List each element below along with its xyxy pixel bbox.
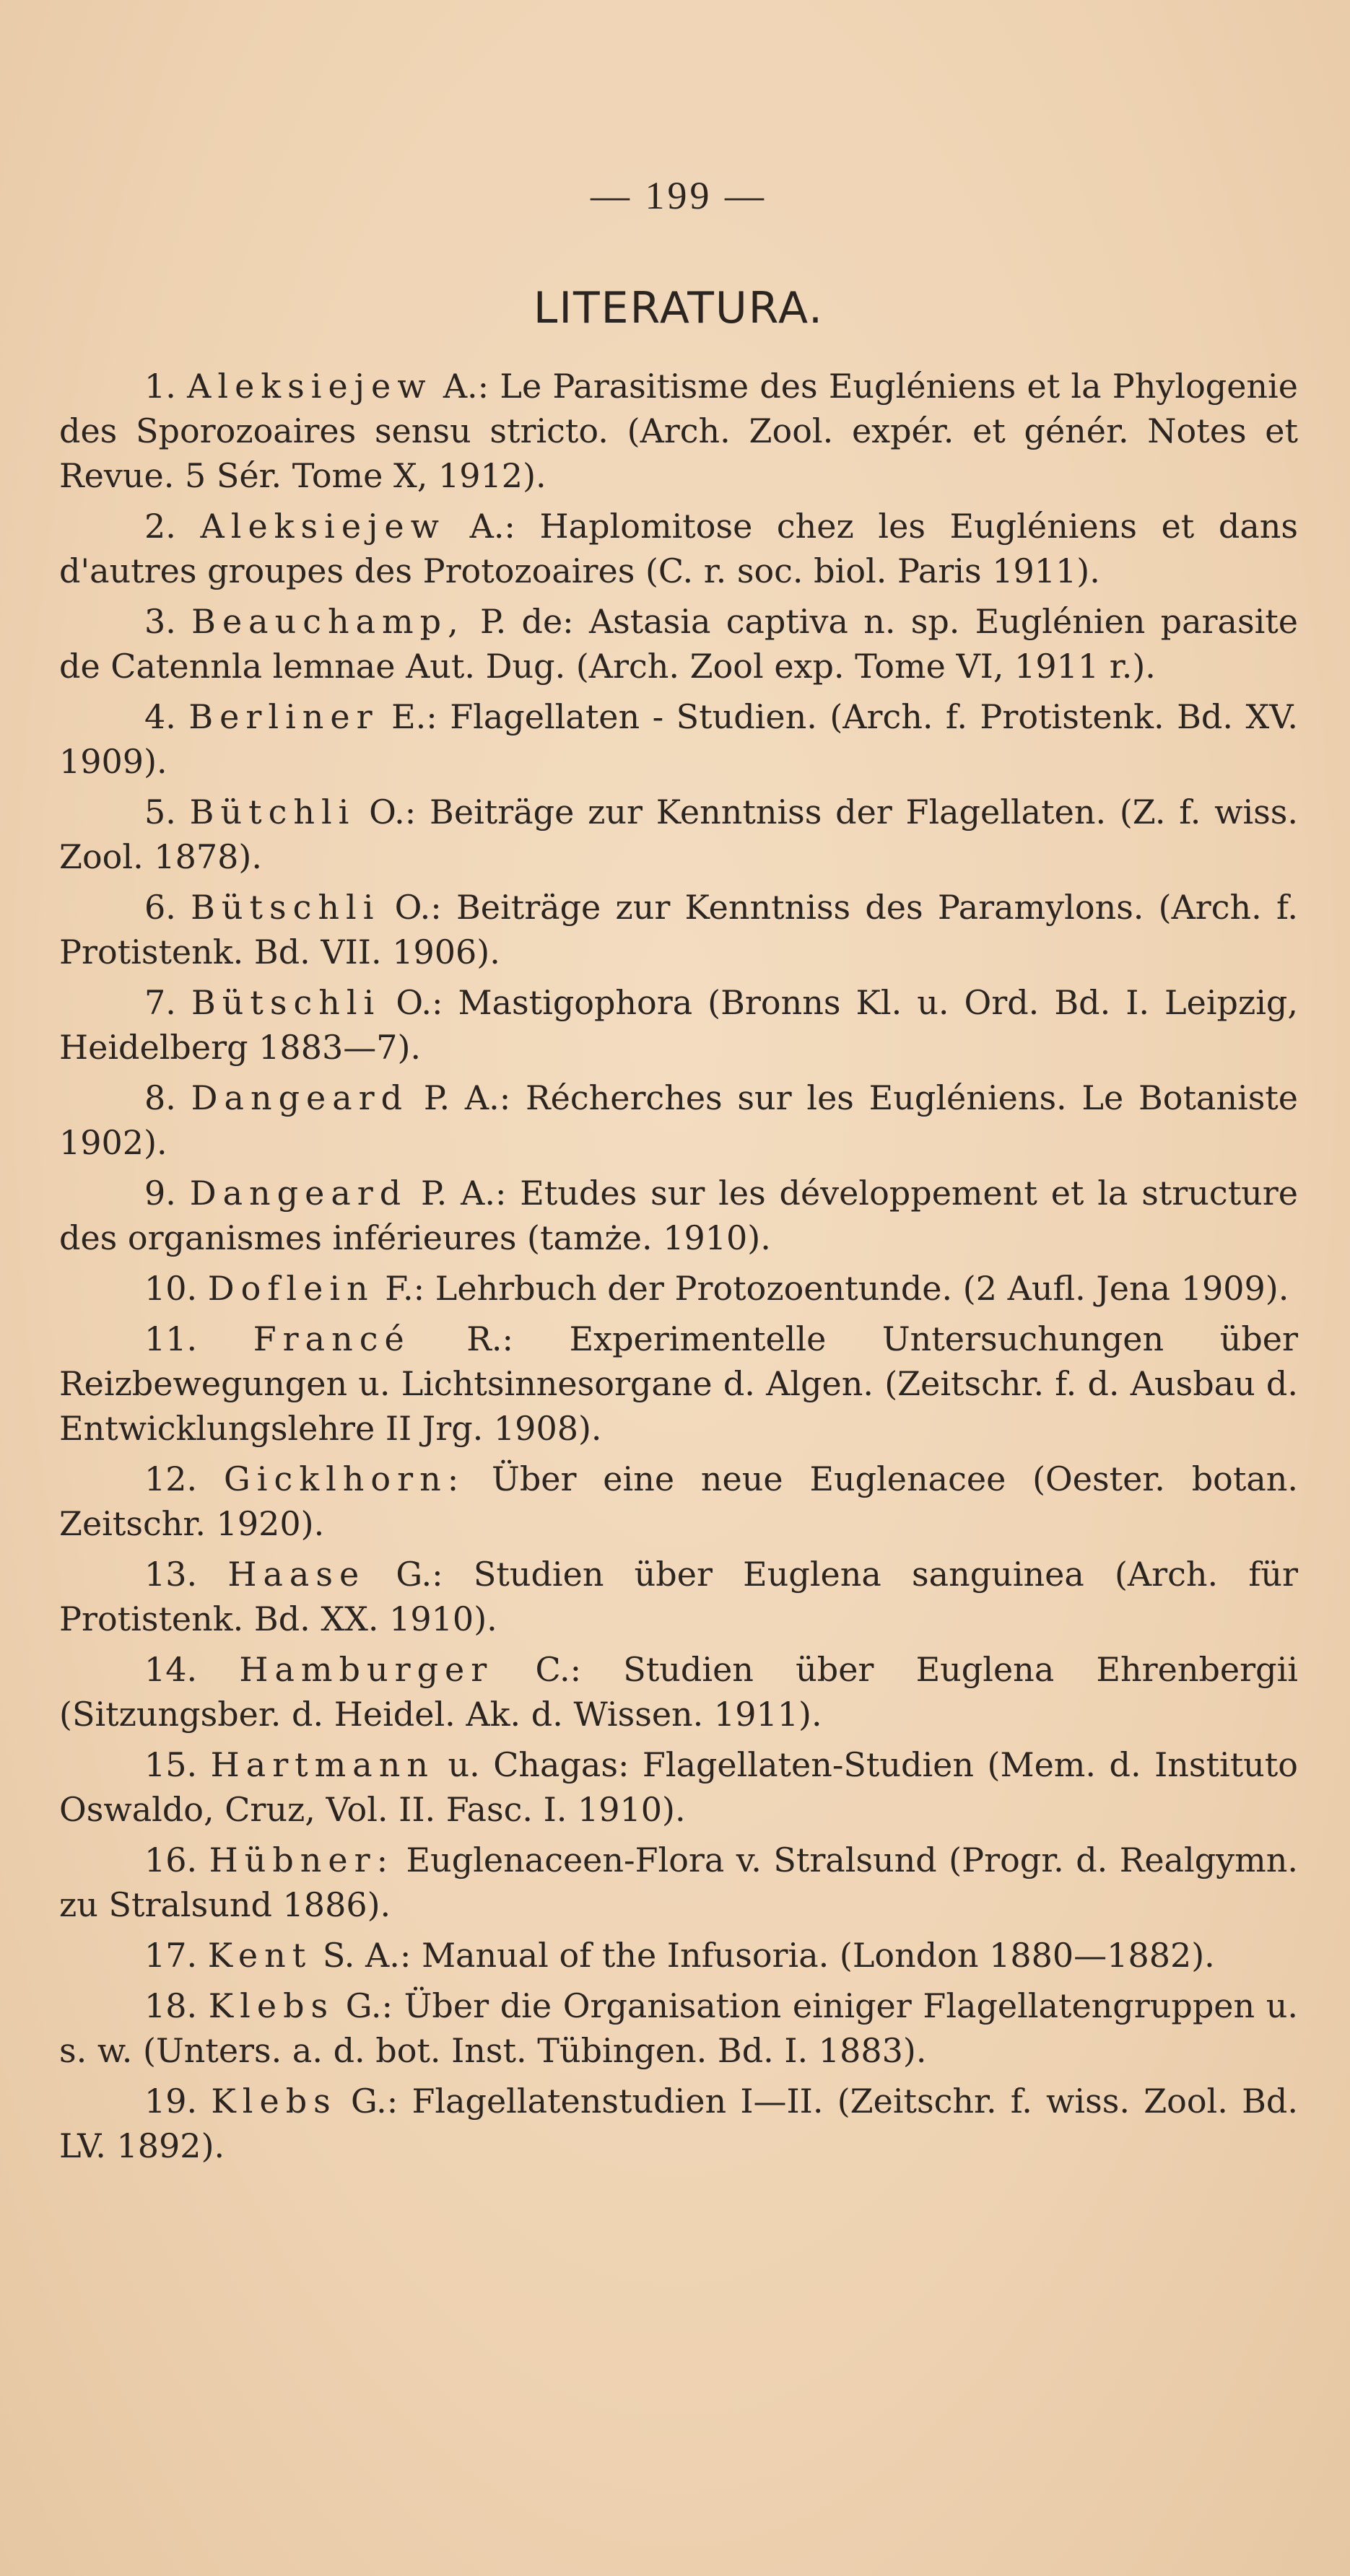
reference-entry (59, 1266, 1298, 1311)
reference-citation: G.: Über die Organisation einiger Flagellatengruppen u. s. w. (Unters. a. d. bot. Inst. Tübingen. Bd. I. 1883). (59, 1986, 1298, 2070)
reference-author: Hamburger (239, 1650, 494, 1689)
reference-author: Klebs (211, 2082, 337, 2121)
reference-entry (59, 1457, 1298, 1546)
reference-author: Aleksiejew (187, 367, 432, 406)
reference-number: 17. (144, 1936, 198, 1975)
reference-entry (59, 2079, 1298, 2168)
reference-author: Haase (227, 1555, 366, 1594)
reference-list (59, 364, 1298, 2174)
reference-number: 2. (144, 507, 176, 546)
reference-author: Klebs (208, 1986, 335, 2025)
reference-entry (59, 1838, 1298, 1927)
reference-entry (59, 364, 1298, 498)
reference-number: 11. (144, 1319, 198, 1358)
reference-entry (59, 1647, 1298, 1737)
reference-author: Berliner (188, 697, 379, 736)
reference-citation: Über eine neue Euglenacee (Oester. botan. Zeitschr. 1920). (59, 1459, 1298, 1543)
page-title: LITERATURA. (533, 283, 824, 333)
reference-entry (59, 1983, 1298, 2073)
reference-number: 5. (144, 793, 176, 831)
reference-number: 14. (144, 1650, 198, 1689)
reference-citation: A.: Haplomitose chez les Eugléniens et dans d'autres groupes des Protozoaires (C. r. soc. biol. Paris 1911). (59, 507, 1299, 590)
reference-citation: Euglenaceen-Flora v. Stralsund (Progr. d. Realgymn. zu Stralsund 1886). (59, 1841, 1298, 1924)
reference-author: Bütchli (189, 793, 356, 831)
reference-entry (59, 504, 1298, 593)
reference-citation: F.: Lehrbuch der Protozoentunde. (2 Aufl. Jena 1909). (374, 1269, 1289, 1308)
reference-entry (59, 980, 1298, 1070)
reference-citation: P. A.: Etudes sur les développement et la structure des organismes inférieures (tamże. 1910). (59, 1174, 1298, 1257)
reference-author: Kent (207, 1936, 313, 1975)
reference-number: 13. (144, 1555, 198, 1594)
reference-number: 4. (144, 697, 176, 736)
reference-author: Gicklhorn: (223, 1459, 466, 1498)
reference-number: 7. (144, 983, 176, 1022)
reference-author: Bütschli (191, 983, 381, 1022)
reference-author: Dangeard (191, 1078, 409, 1117)
reference-number: 3. (144, 602, 176, 641)
reference-citation: O.: Beiträge zur Kenntniss der Flagellaten. (Z. f. wiss. Zool. 1878). (59, 793, 1298, 876)
reference-entry (59, 1742, 1298, 1832)
reference-citation: O.: Mastigophora (Bronns Kl. u. Ord. Bd. I. Leipzig, Heidelberg 1883—7). (59, 983, 1298, 1067)
reference-citation: A.: Le Parasitisme des Eugléniens et la Phylogenie des Sporozoaires sensu stricto. (Arch. Zool. expér. et génér. Notes et Revue. 5 Sér. Tome X, 1912). (59, 367, 1298, 495)
reference-author: Hübner: (209, 1841, 395, 1879)
reference-citation: u. Chagas: Flagellaten-Studien (Mem. d. Instituto Oswaldo, Cruz, Vol. II. Fasc. I. 1910). (59, 1745, 1298, 1829)
reference-number: 12. (144, 1459, 198, 1498)
reference-entry (59, 1171, 1298, 1260)
reference-citation: G.: Studien über Euglena sanguinea (Arch. für Protistenk. Bd. XX. 1910). (59, 1555, 1298, 1638)
reference-number: 19. (144, 2082, 198, 2121)
reference-entry (59, 1317, 1298, 1451)
reference-author: Francé (253, 1319, 411, 1358)
reference-citation: P. de: Astasia captiva n. sp. Euglénien parasite de Catennla lemnae Aut. Dug. (Arch. Zool exp. Tome VI, 1911 r.). (59, 602, 1298, 686)
reference-entry (59, 1552, 1298, 1641)
reference-number: 1. (144, 367, 176, 406)
reference-author: Aleksiejew (200, 507, 445, 546)
reference-author: Doflein (207, 1269, 375, 1308)
reference-entry (59, 1075, 1298, 1165)
page-number: — 199 — (591, 174, 767, 217)
reference-number: 15. (144, 1745, 198, 1784)
reference-citation: S. A.: Manual of the Infusoria. (London 1880—1882). (312, 1936, 1215, 1975)
reference-entry (59, 1933, 1298, 1978)
reference-citation: P. A.: Récherches sur les Eugléniens. Le Botaniste 1902). (59, 1078, 1299, 1162)
reference-number: 10. (144, 1269, 198, 1308)
reference-citation: E.: Flagellaten - Studien. (Arch. f. Protistenk. Bd. XV. 1909). (59, 697, 1298, 781)
reference-number: 6. (144, 888, 176, 927)
reference-number: 8. (144, 1078, 176, 1117)
reference-citation: C.: Studien über Euglena Ehrenbergii (Sitzungsber. d. Heidel. Ak. d. Wissen. 1911). (59, 1650, 1298, 1734)
reference-author: Dangeard (189, 1174, 408, 1213)
reference-number: 16. (144, 1841, 198, 1879)
reference-number: 9. (144, 1174, 176, 1213)
reference-author: Beauchamp, (191, 602, 465, 641)
reference-author: Hartmann (210, 1745, 435, 1784)
reference-author: Bütschli (191, 888, 380, 927)
reference-entry (59, 694, 1298, 784)
reference-entry (59, 599, 1298, 689)
reference-number: 18. (144, 1986, 198, 2025)
reference-citation: G.: Flagellatenstudien I—II. (Zeitschr. f. wiss. Zool. Bd. LV. 1892). (59, 2082, 1299, 2165)
reference-entry (59, 885, 1298, 974)
reference-citation: O.: Beiträge zur Kenntniss des Paramylons. (Arch. f. Protistenk. Bd. VII. 1906). (59, 888, 1298, 972)
reference-citation: R.: Experimentelle Untersuchungen über Reizbewegungen u. Lichtsinnesorgane d. Algen. (Zeitschr. f. d. Ausbau d. Entwicklungslehre II Jrg. 1908). (59, 1319, 1298, 1448)
reference-entry (59, 790, 1298, 879)
